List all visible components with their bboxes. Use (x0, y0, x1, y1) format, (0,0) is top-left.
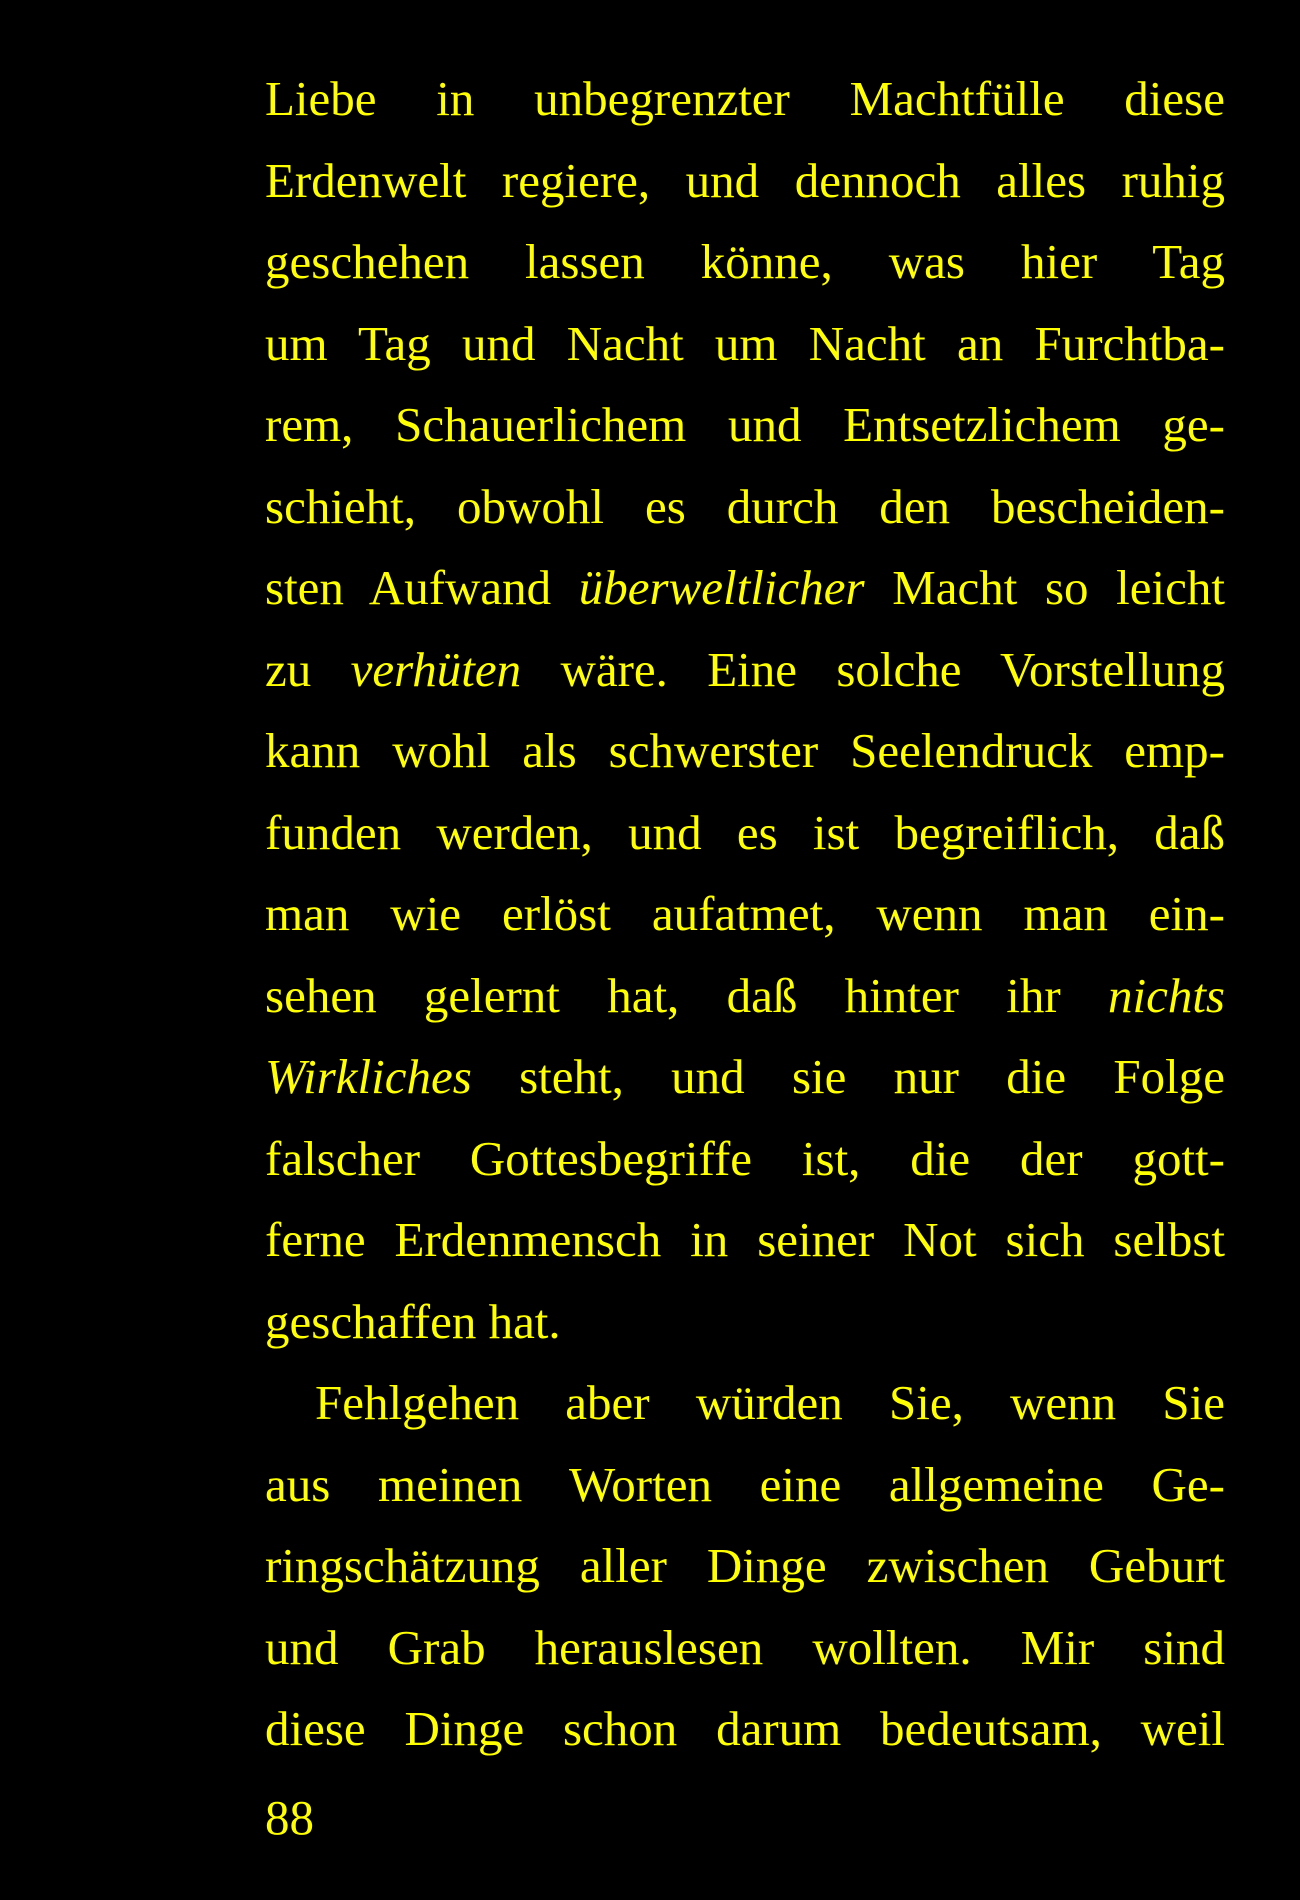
text-line: rem, Schauerlichem und Entsetzlichem ge- (265, 397, 1225, 452)
text-line: Erdenwelt regiere, und dennoch alles ruhig (265, 152, 1225, 208)
emphasis-text: nichts (1107, 967, 1225, 1023)
text-run: Macht so leicht (864, 560, 1225, 615)
page-number: 88 (265, 1790, 314, 1845)
text-line: Liebe in unbegrenzter Machtfülle diese (265, 71, 1225, 126)
text-run: steht, und sie nur die Folge (471, 1049, 1225, 1104)
emphasis-text: überweltlicher (578, 560, 865, 615)
text-run: sten Aufwand (265, 560, 579, 615)
text-line: funden werden, und es ist begreiflich, daß (265, 804, 1225, 860)
text-line (265, 629, 1225, 711)
text-line (265, 1036, 1225, 1118)
paragraph-2 (265, 1362, 1225, 1770)
body-text (265, 58, 1225, 1770)
text-line: und Grab herauslesen wollten. Mir sind (265, 1619, 1225, 1675)
emphasis-text: verhüten (350, 641, 522, 697)
text-line: diese Dinge schon darum bedeutsam, weil (265, 1701, 1225, 1756)
text-line: aus meinen Worten eine allgemeine Ge- (265, 1456, 1225, 1512)
text-line: geschehen lassen könne, was hier Tag (265, 234, 1225, 289)
emphasis-text: Wirkliches (265, 1049, 472, 1104)
text-run: wäre. Eine solche Vorstellung (521, 641, 1225, 697)
text-line: schieht, obwohl es durch den bescheiden- (265, 478, 1225, 534)
text-line (265, 955, 1225, 1037)
paragraph-1 (265, 58, 1225, 1362)
text-line: kann wohl als schwerster Seelendruck emp- (265, 723, 1225, 778)
text-line: man wie erlöst aufatmet, wenn man ein- (265, 886, 1225, 941)
text-line: um Tag und Nacht um Nacht an Furchtba- (265, 315, 1225, 371)
text-run: sehen gelernt hat, daß hinter ihr (265, 967, 1108, 1023)
text-line: ferne Erdenmensch in seiner Not sich selbst (265, 1212, 1225, 1267)
text-run: zu (265, 641, 351, 697)
text-line: falscher Gottesbegriffe ist, die der gott- (265, 1130, 1225, 1186)
text-line (265, 547, 1225, 629)
text-line: ringschätzung aller Dinge zwischen Geburt (265, 1538, 1225, 1593)
text-line: geschaffen hat. (265, 1293, 561, 1349)
text-line: Fehlgehen aber würden Sie, wenn Sie (315, 1375, 1225, 1430)
